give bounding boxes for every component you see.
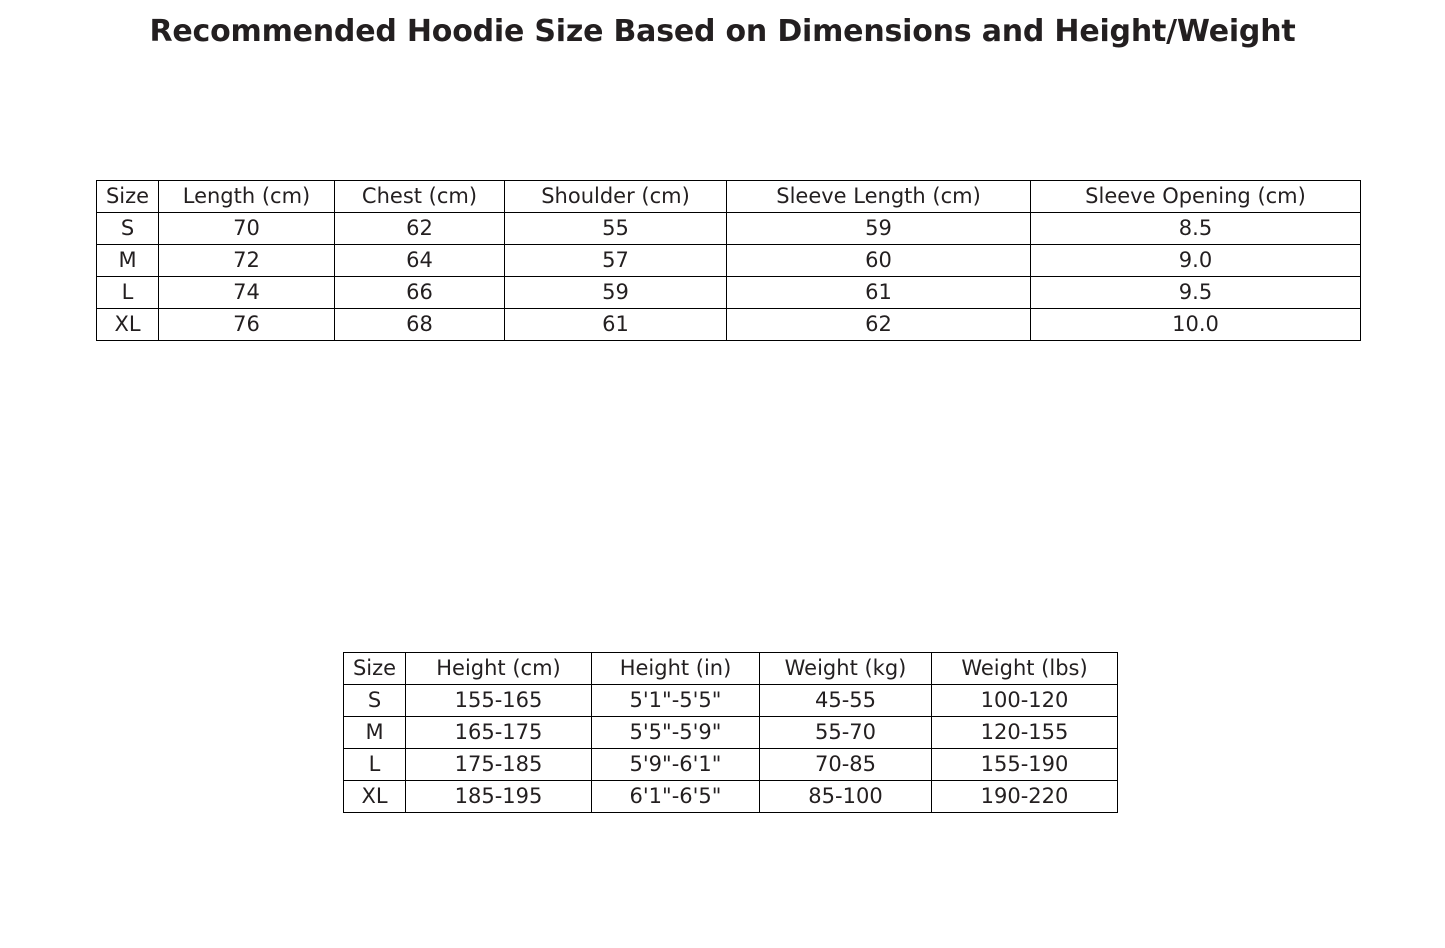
table-cell: L [97,277,159,309]
column-header: Sleeve Length (cm) [727,181,1031,213]
page-title: Recommended Hoodie Size Based on Dimensions and Height/Weight [149,14,1296,49]
table-cell: 61 [505,309,727,341]
table-cell: 62 [727,309,1031,341]
table-cell: S [97,213,159,245]
table-row [97,213,1361,245]
column-header: Shoulder (cm) [505,181,727,213]
table-cell: 100-120 [932,685,1118,717]
table-cell: 190-220 [932,781,1118,813]
table-row [344,781,1118,813]
table-cell: 6'1"-6'5" [592,781,760,813]
table-cell: 5'9"-6'1" [592,749,760,781]
table-row [97,309,1361,341]
table-cell: 59 [727,213,1031,245]
column-header: Size [344,653,406,685]
table-cell: 72 [159,245,335,277]
table-cell: 5'1"-5'5" [592,685,760,717]
table-cell: 60 [727,245,1031,277]
table-cell: 5'5"-5'9" [592,717,760,749]
table-cell: 57 [505,245,727,277]
table-row [344,685,1118,717]
table-cell: 155-165 [406,685,592,717]
table-row [344,717,1118,749]
table-cell: 55 [505,213,727,245]
table-cell: 61 [727,277,1031,309]
column-header: Height (in) [592,653,760,685]
height-weight-table [343,652,1118,813]
table-cell: 175-185 [406,749,592,781]
column-header: Height (cm) [406,653,592,685]
table-cell: S [344,685,406,717]
table-cell: M [344,717,406,749]
table-cell: 55-70 [760,717,932,749]
table-cell: 9.0 [1031,245,1361,277]
table-cell: XL [97,309,159,341]
table-cell: 62 [335,213,505,245]
table-cell: 64 [335,245,505,277]
column-header: Length (cm) [159,181,335,213]
height-weight-table-container [343,652,1118,813]
table-cell: 8.5 [1031,213,1361,245]
table-cell: 185-195 [406,781,592,813]
table-cell: 9.5 [1031,277,1361,309]
dimensions-table [96,180,1361,341]
table-cell: 68 [335,309,505,341]
column-header: Weight (kg) [760,653,932,685]
table-cell: M [97,245,159,277]
table-row [344,749,1118,781]
table-header-row [344,653,1118,685]
table-cell: 76 [159,309,335,341]
table-header-row [97,181,1361,213]
table-cell: 165-175 [406,717,592,749]
table-cell: 70 [159,213,335,245]
table-cell: 85-100 [760,781,932,813]
table-cell: XL [344,781,406,813]
column-header: Chest (cm) [335,181,505,213]
column-header: Weight (lbs) [932,653,1118,685]
table-cell: 66 [335,277,505,309]
table-cell: 70-85 [760,749,932,781]
table-cell: 10.0 [1031,309,1361,341]
table-cell: 45-55 [760,685,932,717]
table-cell: 59 [505,277,727,309]
table-cell: L [344,749,406,781]
table-cell: 120-155 [932,717,1118,749]
dimensions-table-container [96,180,1361,341]
table-cell: 74 [159,277,335,309]
column-header: Size [97,181,159,213]
column-header: Sleeve Opening (cm) [1031,181,1361,213]
table-row [97,277,1361,309]
table-row [97,245,1361,277]
table-cell: 155-190 [932,749,1118,781]
